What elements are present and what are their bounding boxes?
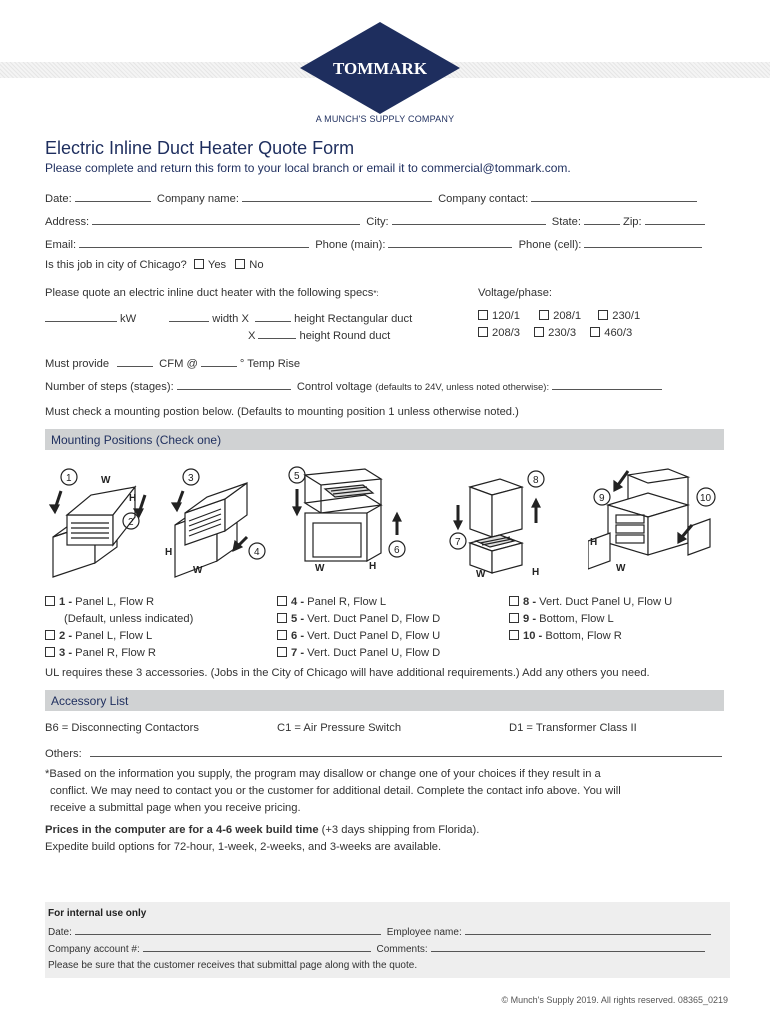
contact-row-1: Date: Company name: Company contact:: [45, 190, 700, 205]
svg-text:W: W: [616, 563, 626, 574]
city-field[interactable]: [392, 213, 546, 225]
footer-copyright: © Munch's Supply 2019. All rights reserved. 08365_0219: [501, 995, 728, 1005]
mount-option-6[interactable]: 6 - Vert. Duct Panel D, Flow U: [277, 630, 440, 642]
mount-10-checkbox[interactable]: [509, 630, 519, 640]
note-line-3: receive a submittal page when you receive pricing.: [50, 802, 301, 814]
width-field[interactable]: [169, 310, 209, 322]
company-contact-field[interactable]: [531, 190, 697, 202]
voltage-label: Voltage/phase:: [478, 287, 553, 299]
mount-5-checkbox[interactable]: [277, 613, 287, 623]
svg-text:H: H: [369, 561, 377, 572]
mount-option-7[interactable]: 7 - Vert. Duct Panel U, Flow D: [277, 647, 440, 659]
voltage-208-3-checkbox[interactable]: [478, 327, 488, 337]
svg-text:7: 7: [455, 537, 461, 548]
voltage-230-1-checkbox[interactable]: [598, 310, 608, 320]
kw-field[interactable]: [45, 310, 117, 322]
cfm-row: Must provide CFM @ ° Temp Rise: [45, 355, 300, 370]
steps-row: Number of steps (stages): Control voltage (defaults to 24V, unless noted otherwise):: [45, 378, 665, 393]
company-account-field[interactable]: [143, 942, 371, 952]
mount-4-checkbox[interactable]: [277, 596, 287, 606]
internal-row-1: Date: Employee name:: [48, 925, 714, 938]
mount-option-8[interactable]: 8 - Vert. Duct Panel U, Flow U: [509, 596, 672, 608]
email-field[interactable]: [79, 236, 309, 248]
mounting-note: Must check a mounting postion below. (Defaults to mounting position 1 unless otherwise noted.): [45, 406, 519, 418]
svg-text:W: W: [315, 563, 325, 574]
mount-8-checkbox[interactable]: [509, 596, 519, 606]
svg-text:5: 5: [294, 471, 300, 482]
internal-row-2: Company account #: Comments:: [48, 942, 708, 955]
svg-text:6: 6: [394, 545, 400, 556]
accessory-d1: D1 = Transformer Class II: [509, 722, 637, 734]
mount-option-3[interactable]: 3 - Panel R, Flow R: [45, 647, 156, 659]
mount-1-checkbox[interactable]: [45, 596, 55, 606]
chicago-yes-checkbox[interactable]: [194, 259, 204, 269]
internal-date-field[interactable]: [75, 925, 381, 935]
round-row: X height Round duct: [248, 327, 390, 342]
expedite-note: Expedite build options for 72-hour, 1-week, 2-weeks, and 3-weeks are available.: [45, 841, 442, 853]
tagline: A MUNCH'S SUPPLY COMPANY: [315, 114, 455, 124]
contact-row-3: Email: Phone (main): Phone (cell):: [45, 236, 705, 251]
mount-option-5[interactable]: 5 - Vert. Duct Panel D, Flow D: [277, 613, 440, 625]
diagram-positions-1-2: [45, 465, 165, 580]
voltage-460-3-checkbox[interactable]: [590, 327, 600, 337]
internal-heading: For internal use only: [48, 908, 147, 919]
comments-field[interactable]: [431, 942, 705, 952]
mount-option-4[interactable]: 4 - Panel R, Flow L: [277, 596, 386, 608]
svg-text:W: W: [193, 565, 203, 576]
steps-field[interactable]: [177, 378, 291, 390]
svg-text:4: 4: [254, 547, 260, 558]
note-line-2: conflict. We may need to contact you or the customer for additional detail. Complete the contact info above. You will: [50, 785, 621, 797]
note-line-1: *Based on the information you supply, the program may disallow or change one of your choices if they result in a: [45, 768, 601, 780]
internal-note: Please be sure that the customer receives that submittal page along with the quote.: [48, 960, 418, 971]
mount-option-1-note: (Default, unless indicated): [64, 613, 194, 625]
diagram-positions-3-4: [165, 465, 280, 580]
voltage-row-2: 208/3 230/3 460/3: [478, 327, 632, 339]
mount-7-checkbox[interactable]: [277, 647, 287, 657]
prices-note: Prices in the computer are for a 4-6 week build time (+3 days shipping from Florida).: [45, 824, 480, 836]
internal-use-box: [45, 902, 730, 978]
phone-cell-field[interactable]: [584, 236, 702, 248]
ul-note: UL requires these 3 accessories. (Jobs in the City of Chicago will have additional requirements.) Add any others you need.: [45, 667, 650, 679]
contact-row-2: Address: City: State: Zip:: [45, 213, 708, 228]
voltage-230-3-checkbox[interactable]: [534, 327, 544, 337]
chicago-no-checkbox[interactable]: [235, 259, 245, 269]
diagram-positions-5-6: [283, 465, 413, 575]
svg-text:10: 10: [700, 493, 712, 504]
mount-option-1[interactable]: 1 - Panel L, Flow R: [45, 596, 154, 608]
svg-text:W: W: [476, 569, 486, 580]
height-round-field[interactable]: [258, 327, 296, 339]
date-field[interactable]: [75, 190, 151, 202]
logo-text: TOMMARK: [332, 59, 428, 78]
voltage-120-1-checkbox[interactable]: [478, 310, 488, 320]
svg-text:H: H: [590, 537, 598, 548]
phone-main-field[interactable]: [388, 236, 512, 248]
mount-3-checkbox[interactable]: [45, 647, 55, 657]
accessory-b6: B6 = Disconnecting Contactors: [45, 722, 199, 734]
height-rect-field[interactable]: [255, 310, 291, 322]
company-name-field[interactable]: [242, 190, 432, 202]
specs-intro: Please quote an electric inline duct heater with the following specs*:: [45, 287, 379, 299]
accessory-c1: C1 = Air Pressure Switch: [277, 722, 402, 734]
form-subtitle: Please complete and return this form to your local branch or email it to commercial@tommark.com.: [45, 161, 571, 175]
mount-6-checkbox[interactable]: [277, 630, 287, 640]
control-voltage-field[interactable]: [552, 378, 662, 390]
others-row: Others:: [45, 745, 725, 760]
voltage-row-1: 120/1 208/1 230/1: [478, 310, 640, 322]
svg-text:H: H: [532, 567, 540, 578]
zip-field[interactable]: [645, 213, 705, 225]
accessory-heading-bar: Accessory List: [45, 690, 724, 711]
mount-option-9[interactable]: 9 - Bottom, Flow L: [509, 613, 614, 625]
mounting-heading-bar: Mounting Positions (Check one): [45, 429, 724, 450]
svg-text:9: 9: [599, 493, 605, 504]
mount-9-checkbox[interactable]: [509, 613, 519, 623]
voltage-208-1-checkbox[interactable]: [539, 310, 549, 320]
svg-text:2: 2: [128, 517, 134, 528]
mount-option-10[interactable]: 10 - Bottom, Flow R: [509, 630, 622, 642]
address-field[interactable]: [92, 213, 360, 225]
svg-text:H: H: [165, 547, 173, 558]
diagram-positions-7-8: [440, 465, 560, 580]
mount-option-2[interactable]: 2 - Panel L, Flow L: [45, 630, 152, 642]
cfm-field[interactable]: [117, 355, 153, 367]
tommark-logo: [300, 22, 460, 114]
svg-text:8: 8: [533, 475, 539, 486]
svg-text:W: W: [101, 475, 111, 486]
diagram-positions-9-10: [588, 465, 718, 575]
kw-row: kW width X height Rectangular duct: [45, 310, 412, 325]
temp-rise-field[interactable]: [201, 355, 237, 367]
employee-name-field[interactable]: [465, 925, 711, 935]
form-title: Electric Inline Duct Heater Quote Form: [45, 138, 355, 158]
svg-text:1: 1: [66, 473, 72, 484]
svg-text:3: 3: [188, 473, 194, 484]
chicago-row: Is this job in city of Chicago? Yes No: [45, 259, 264, 271]
state-field[interactable]: [584, 213, 620, 225]
mount-2-checkbox[interactable]: [45, 630, 55, 640]
others-field[interactable]: [90, 745, 722, 757]
svg-text:H: H: [129, 493, 137, 504]
